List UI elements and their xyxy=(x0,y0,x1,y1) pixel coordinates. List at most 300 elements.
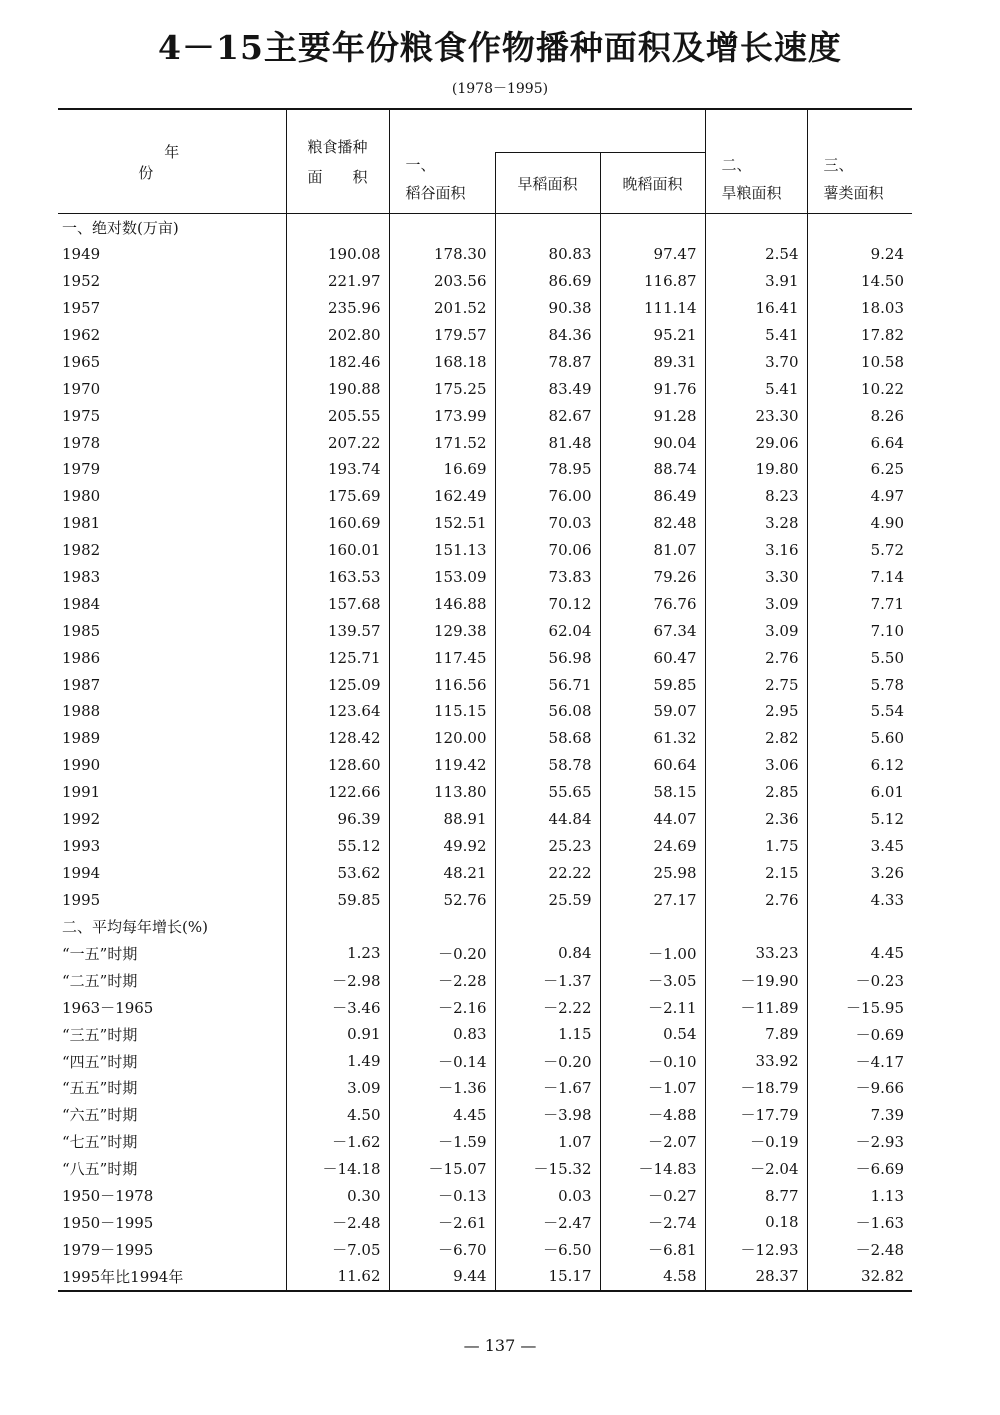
late-rice-value: －2.74 xyxy=(600,1209,705,1236)
early-rice-value: 90.38 xyxy=(495,295,600,322)
rice-area-value: －1.36 xyxy=(389,1075,495,1102)
row-label: 1949 xyxy=(62,245,101,264)
dryland-area-value: 2.85 xyxy=(705,779,807,806)
tuber-area-value: －2.93 xyxy=(807,1128,912,1155)
late-rice-value: 4.58 xyxy=(600,1263,705,1291)
late-rice-value: 89.31 xyxy=(600,348,705,375)
table-cell xyxy=(807,913,912,940)
tuber-area-value: －0.23 xyxy=(807,967,912,994)
late-rice-value: 60.64 xyxy=(600,752,705,779)
header-rice-area xyxy=(389,109,495,214)
tuber-area-value: 6.25 xyxy=(807,456,912,483)
table-row xyxy=(58,590,912,617)
rice-area-value: －0.14 xyxy=(389,1048,495,1075)
table-row xyxy=(58,940,912,967)
table-cell xyxy=(495,214,600,241)
late-rice-value: 44.07 xyxy=(600,806,705,833)
rice-area-value: 168.18 xyxy=(389,348,495,375)
header-early-rice: 早稻面积 xyxy=(495,153,600,214)
tuber-area-value: 7.39 xyxy=(807,1101,912,1128)
rice-area-value: 178.30 xyxy=(389,241,495,268)
header-tuber-area xyxy=(807,109,912,214)
dryland-area-value: 3.30 xyxy=(705,564,807,591)
row-label: 1963－1965 xyxy=(62,998,154,1017)
late-rice-value: －1.00 xyxy=(600,940,705,967)
table-row xyxy=(58,456,912,483)
dryland-area-value: 3.16 xyxy=(705,537,807,564)
early-rice-value: －6.50 xyxy=(495,1236,600,1263)
section-row-absolute xyxy=(58,214,912,241)
row-label: 1957 xyxy=(62,299,101,318)
rice-area-value: 151.13 xyxy=(389,537,495,564)
dryland-area-value: －12.93 xyxy=(705,1236,807,1263)
dryland-area-value: －11.89 xyxy=(705,994,807,1021)
late-rice-value: －2.11 xyxy=(600,994,705,1021)
row-label: 1984 xyxy=(62,594,101,613)
row-label: 1978 xyxy=(62,433,101,452)
header-grain-area xyxy=(286,109,389,214)
early-rice-value: 70.12 xyxy=(495,590,600,617)
grain-area-value: 128.42 xyxy=(286,725,389,752)
table-cell xyxy=(600,913,705,940)
early-rice-value: 0.03 xyxy=(495,1182,600,1209)
early-rice-value: 70.06 xyxy=(495,537,600,564)
header-late-rice: 晚稻面积 xyxy=(600,153,705,214)
tuber-area-value: －4.17 xyxy=(807,1048,912,1075)
rice-area-value: 52.76 xyxy=(389,886,495,913)
table-row xyxy=(58,268,912,295)
tuber-area-value: 4.33 xyxy=(807,886,912,913)
dryland-area-value: 2.54 xyxy=(705,241,807,268)
table-cell xyxy=(705,913,807,940)
tuber-area-value: －1.63 xyxy=(807,1209,912,1236)
rice-area-value: 16.69 xyxy=(389,456,495,483)
tuber-area-value: 4.97 xyxy=(807,483,912,510)
dryland-area-value: 33.23 xyxy=(705,940,807,967)
rice-area-value: 153.09 xyxy=(389,564,495,591)
grain-area-value: 96.39 xyxy=(286,806,389,833)
late-rice-value: 67.34 xyxy=(600,617,705,644)
early-rice-value: 55.65 xyxy=(495,779,600,806)
rice-area-value: 113.80 xyxy=(389,779,495,806)
dryland-area-value: 2.82 xyxy=(705,725,807,752)
rice-area-value: －2.61 xyxy=(389,1209,495,1236)
grain-area-value: 1.49 xyxy=(286,1048,389,1075)
late-rice-value: 86.49 xyxy=(600,483,705,510)
grain-area-value: 235.96 xyxy=(286,295,389,322)
tuber-area-value: 8.26 xyxy=(807,402,912,429)
table-cell xyxy=(705,214,807,241)
tuber-area-value: 5.78 xyxy=(807,671,912,698)
tuber-area-value: －6.69 xyxy=(807,1155,912,1182)
row-label: 1993 xyxy=(62,836,101,855)
grain-area-value: －3.46 xyxy=(286,994,389,1021)
late-rice-value: －6.81 xyxy=(600,1236,705,1263)
late-rice-value: 88.74 xyxy=(600,456,705,483)
rice-area-value: 48.21 xyxy=(389,859,495,886)
table-row xyxy=(58,1101,912,1128)
dryland-area-value: 33.92 xyxy=(705,1048,807,1075)
early-rice-value: 62.04 xyxy=(495,617,600,644)
late-rice-value: 61.32 xyxy=(600,725,705,752)
row-label: 1992 xyxy=(62,810,101,829)
early-rice-value: 56.08 xyxy=(495,698,600,725)
grain-area-value: 182.46 xyxy=(286,348,389,375)
table-body xyxy=(58,214,912,1291)
rice-area-value: 117.45 xyxy=(389,644,495,671)
early-rice-value: 78.87 xyxy=(495,348,600,375)
dryland-area-value: －2.04 xyxy=(705,1155,807,1182)
tuber-area-value: 4.90 xyxy=(807,510,912,537)
rice-area-value: 0.83 xyxy=(389,1021,495,1048)
row-label: “一五”时期 xyxy=(62,944,138,963)
grain-area-value: －14.18 xyxy=(286,1155,389,1182)
early-rice-value: －0.20 xyxy=(495,1048,600,1075)
dryland-area-value: 8.23 xyxy=(705,483,807,510)
early-rice-value: 1.15 xyxy=(495,1021,600,1048)
grain-area-value: 207.22 xyxy=(286,429,389,456)
rice-area-value: －15.07 xyxy=(389,1155,495,1182)
grain-area-value: 160.69 xyxy=(286,510,389,537)
header-dryland-prefix: 二、 xyxy=(721,156,752,174)
tuber-area-value: －0.69 xyxy=(807,1021,912,1048)
section-absolute-label: 一、绝对数(万亩) xyxy=(62,218,179,237)
early-rice-value: 84.36 xyxy=(495,322,600,349)
tuber-area-value: 6.01 xyxy=(807,779,912,806)
table-row xyxy=(58,375,912,402)
dryland-area-value: 28.37 xyxy=(705,1263,807,1291)
grain-area-value: －7.05 xyxy=(286,1236,389,1263)
header-dryland-label: 旱粮面积 xyxy=(721,184,782,202)
table-row xyxy=(58,510,912,537)
table-row xyxy=(58,886,912,913)
header-tuber-label: 薯类面积 xyxy=(823,184,884,202)
tuber-area-value: 7.10 xyxy=(807,617,912,644)
early-rice-value: 76.00 xyxy=(495,483,600,510)
table-row xyxy=(58,832,912,859)
row-label: 1991 xyxy=(62,783,101,802)
rice-area-value: 162.49 xyxy=(389,483,495,510)
grain-area-value: 205.55 xyxy=(286,402,389,429)
row-label: “四五”时期 xyxy=(62,1052,138,1071)
dryland-area-value: －19.90 xyxy=(705,967,807,994)
table-row xyxy=(58,671,912,698)
tuber-area-value: 3.26 xyxy=(807,859,912,886)
dryland-area-value: 2.75 xyxy=(705,671,807,698)
dryland-area-value: 2.95 xyxy=(705,698,807,725)
early-rice-value: 44.84 xyxy=(495,806,600,833)
table-row xyxy=(58,1209,912,1236)
table-row xyxy=(58,322,912,349)
tuber-area-value: 5.54 xyxy=(807,698,912,725)
rice-area-value: 116.56 xyxy=(389,671,495,698)
table-row xyxy=(58,1021,912,1048)
tuber-area-value: 4.45 xyxy=(807,940,912,967)
dryland-area-value: 5.41 xyxy=(705,322,807,349)
dryland-area-value: 3.28 xyxy=(705,510,807,537)
rice-area-value: －6.70 xyxy=(389,1236,495,1263)
table-row xyxy=(58,1155,912,1182)
grain-area-value: 123.64 xyxy=(286,698,389,725)
rice-area-value: 88.91 xyxy=(389,806,495,833)
late-rice-value: 25.98 xyxy=(600,859,705,886)
grain-area-value: 11.62 xyxy=(286,1263,389,1291)
late-rice-value: 59.85 xyxy=(600,671,705,698)
late-rice-value: －2.07 xyxy=(600,1128,705,1155)
row-label: “六五”时期 xyxy=(62,1106,138,1125)
row-label: 1995 xyxy=(62,890,101,909)
tuber-area-value: 10.58 xyxy=(807,348,912,375)
row-label: 1950－1978 xyxy=(62,1187,154,1205)
rice-area-value: 4.45 xyxy=(389,1101,495,1128)
row-label: 1952 xyxy=(62,272,101,291)
tuber-area-value: 5.72 xyxy=(807,537,912,564)
row-label: 1990 xyxy=(62,756,101,775)
rice-area-value: 115.15 xyxy=(389,698,495,725)
late-rice-value: －14.83 xyxy=(600,1155,705,1182)
header-grain-area-line1: 粮食播种 xyxy=(307,137,368,156)
table-row xyxy=(58,617,912,644)
row-label: 1962 xyxy=(62,326,101,344)
early-rice-value: 56.98 xyxy=(495,644,600,671)
table-row xyxy=(58,564,912,591)
row-label: “八五”时期 xyxy=(62,1160,138,1179)
early-rice-value: 0.84 xyxy=(495,940,600,967)
late-rice-value: －3.05 xyxy=(600,967,705,994)
early-rice-value: 25.23 xyxy=(495,832,600,859)
table-row xyxy=(58,1263,912,1291)
grain-area-value: 157.68 xyxy=(286,590,389,617)
dryland-area-value: 3.70 xyxy=(705,348,807,375)
grain-area-value: 59.85 xyxy=(286,886,389,913)
tuber-area-value: 1.13 xyxy=(807,1182,912,1209)
late-rice-value: 79.26 xyxy=(600,564,705,591)
early-rice-value: 58.68 xyxy=(495,725,600,752)
dryland-area-value: 7.89 xyxy=(705,1021,807,1048)
table-row xyxy=(58,644,912,671)
grain-area-value: 3.09 xyxy=(286,1075,389,1102)
dryland-area-value: －17.79 xyxy=(705,1101,807,1128)
table-cell xyxy=(286,913,389,940)
row-label: 1970 xyxy=(62,379,101,398)
page-subtitle: (1978－1995) xyxy=(451,81,549,97)
dryland-area-value: 3.06 xyxy=(705,752,807,779)
table-row xyxy=(58,1075,912,1102)
table-row xyxy=(58,994,912,1021)
row-label: 1983 xyxy=(62,568,101,587)
tuber-area-value: 3.45 xyxy=(807,832,912,859)
rice-area-value: －0.20 xyxy=(389,940,495,967)
late-rice-value: 116.87 xyxy=(600,268,705,295)
row-label: 1980 xyxy=(62,487,101,506)
dryland-area-value: 2.36 xyxy=(705,806,807,833)
table-row xyxy=(58,1182,912,1209)
rice-area-value: 119.42 xyxy=(389,752,495,779)
header-year xyxy=(58,109,299,214)
tuber-area-value: 17.82 xyxy=(807,322,912,349)
row-label: 1975 xyxy=(62,406,101,425)
row-label: 1995年比1994年 xyxy=(58,1263,286,1291)
dryland-area-value: 19.80 xyxy=(705,456,807,483)
late-rice-value: 95.21 xyxy=(600,322,705,349)
late-rice-value: 76.76 xyxy=(600,590,705,617)
early-rice-value: 80.83 xyxy=(495,241,600,268)
row-label: 1965 xyxy=(62,352,101,371)
early-rice-value: 58.78 xyxy=(495,752,600,779)
row-label: “二五”时期 xyxy=(62,971,138,990)
table-row xyxy=(58,295,912,322)
tuber-area-value: 14.50 xyxy=(807,268,912,295)
row-label: 1982 xyxy=(62,541,101,560)
late-rice-value: 24.69 xyxy=(600,832,705,859)
header-year-label: 年 份 xyxy=(138,142,299,182)
table-cell xyxy=(600,214,705,241)
grain-area-value: 4.50 xyxy=(286,1101,389,1128)
row-label: 1979 xyxy=(62,460,101,479)
early-rice-value: 78.95 xyxy=(495,456,600,483)
rice-area-value: 152.51 xyxy=(389,510,495,537)
rice-area-value: 175.25 xyxy=(389,375,495,402)
tuber-area-value: 32.82 xyxy=(807,1263,912,1291)
late-rice-value: 60.47 xyxy=(600,644,705,671)
table-row xyxy=(58,537,912,564)
row-label: 1985 xyxy=(62,621,101,640)
early-rice-value: 82.67 xyxy=(495,402,600,429)
dryland-area-value: 3.09 xyxy=(705,590,807,617)
row-label: “五五”时期 xyxy=(62,1079,138,1098)
rice-area-value: －2.28 xyxy=(389,967,495,994)
table-row xyxy=(58,859,912,886)
tuber-area-value: －15.95 xyxy=(807,994,912,1021)
early-rice-value: 1.07 xyxy=(495,1128,600,1155)
table-cell xyxy=(389,913,495,940)
late-rice-value: －4.88 xyxy=(600,1101,705,1128)
table-cell xyxy=(286,214,389,241)
dryland-area-value: 2.76 xyxy=(705,644,807,671)
header-rice-label: 稻谷面积 xyxy=(405,184,466,202)
row-label: 1981 xyxy=(62,514,101,533)
page-number: — 137 — xyxy=(463,1336,537,1355)
dryland-area-value: －0.19 xyxy=(705,1128,807,1155)
late-rice-value: 0.54 xyxy=(600,1021,705,1048)
dryland-area-value: 5.41 xyxy=(705,375,807,402)
tuber-area-value: 5.50 xyxy=(807,644,912,671)
grain-area-value: 53.62 xyxy=(286,859,389,886)
early-rice-value: －2.22 xyxy=(495,994,600,1021)
grain-area-value: 125.09 xyxy=(286,671,389,698)
tuber-area-value: 9.24 xyxy=(807,241,912,268)
tuber-area-value: －9.66 xyxy=(807,1075,912,1102)
header-rice-group-spacer xyxy=(495,109,705,153)
early-rice-value: 15.17 xyxy=(495,1263,600,1291)
dryland-area-value: 1.75 xyxy=(705,832,807,859)
grain-area-value: 125.71 xyxy=(286,644,389,671)
table-row xyxy=(58,698,912,725)
rice-area-value: 120.00 xyxy=(389,725,495,752)
row-label: 1979－1995 xyxy=(62,1240,154,1259)
rice-area-value: 49.92 xyxy=(389,832,495,859)
early-rice-value: 22.22 xyxy=(495,859,600,886)
tuber-area-value: －2.48 xyxy=(807,1236,912,1263)
dryland-area-value: 8.77 xyxy=(705,1182,807,1209)
dryland-area-value: 3.09 xyxy=(705,617,807,644)
table-row xyxy=(58,241,912,268)
grain-area-value: 0.91 xyxy=(286,1021,389,1048)
grain-area-value: 193.74 xyxy=(286,456,389,483)
grain-area-value: 160.01 xyxy=(286,537,389,564)
rice-area-value: －1.59 xyxy=(389,1128,495,1155)
grain-area-value: 190.88 xyxy=(286,375,389,402)
grain-area-value: 0.30 xyxy=(286,1182,389,1209)
early-rice-value: 83.49 xyxy=(495,375,600,402)
table-row xyxy=(58,429,912,456)
late-rice-value: 58.15 xyxy=(600,779,705,806)
header-rice-prefix: 一、 xyxy=(405,156,436,174)
table-cell xyxy=(807,214,912,241)
grain-area-value: 190.08 xyxy=(286,241,389,268)
table-row xyxy=(58,348,912,375)
late-rice-value: 90.04 xyxy=(600,429,705,456)
table-row xyxy=(58,779,912,806)
early-rice-value: －15.32 xyxy=(495,1155,600,1182)
early-rice-value: 56.71 xyxy=(495,671,600,698)
dryland-area-value: 16.41 xyxy=(705,295,807,322)
rice-area-value: 171.52 xyxy=(389,429,495,456)
late-rice-value: －0.27 xyxy=(600,1182,705,1209)
late-rice-value: 82.48 xyxy=(600,510,705,537)
table-row xyxy=(58,1128,912,1155)
tuber-area-value: 5.12 xyxy=(807,806,912,833)
row-label: 1989 xyxy=(62,729,101,748)
early-rice-value: 73.83 xyxy=(495,564,600,591)
late-rice-value: 91.76 xyxy=(600,375,705,402)
early-rice-value: 25.59 xyxy=(495,886,600,913)
early-rice-value: 81.48 xyxy=(495,429,600,456)
header-grain-area-line2: 面 积 xyxy=(307,167,368,186)
rice-area-value: 179.57 xyxy=(389,322,495,349)
page-title: 4－15主要年份粮食作物播种面积及增长速度 xyxy=(158,28,842,67)
grain-area-value: －1.62 xyxy=(286,1128,389,1155)
tuber-area-value: 7.14 xyxy=(807,564,912,591)
dryland-area-value: －18.79 xyxy=(705,1075,807,1102)
dryland-area-value: 2.15 xyxy=(705,859,807,886)
table-cell xyxy=(389,214,495,241)
grain-area-value: 175.69 xyxy=(286,483,389,510)
header-dryland-area xyxy=(705,109,807,214)
rice-area-value: 203.56 xyxy=(389,268,495,295)
table-row xyxy=(58,402,912,429)
row-label: “七五”时期 xyxy=(62,1133,138,1152)
late-rice-value: 91.28 xyxy=(600,402,705,429)
table-row xyxy=(58,725,912,752)
row-label: “三五”时期 xyxy=(62,1025,138,1044)
row-label: 1994 xyxy=(62,863,101,882)
rice-area-value: 9.44 xyxy=(389,1263,495,1291)
tuber-area-value: 6.64 xyxy=(807,429,912,456)
rice-area-value: 173.99 xyxy=(389,402,495,429)
table-row xyxy=(58,967,912,994)
dryland-area-value: 23.30 xyxy=(705,402,807,429)
tuber-area-value: 7.71 xyxy=(807,590,912,617)
table-row xyxy=(58,483,912,510)
early-rice-value: 86.69 xyxy=(495,268,600,295)
rice-area-value: 146.88 xyxy=(389,590,495,617)
section-row-growth xyxy=(58,913,912,940)
early-rice-value: －2.47 xyxy=(495,1209,600,1236)
grain-area-value: －2.98 xyxy=(286,967,389,994)
early-rice-value: －1.67 xyxy=(495,1075,600,1102)
row-label: 1988 xyxy=(62,702,101,721)
